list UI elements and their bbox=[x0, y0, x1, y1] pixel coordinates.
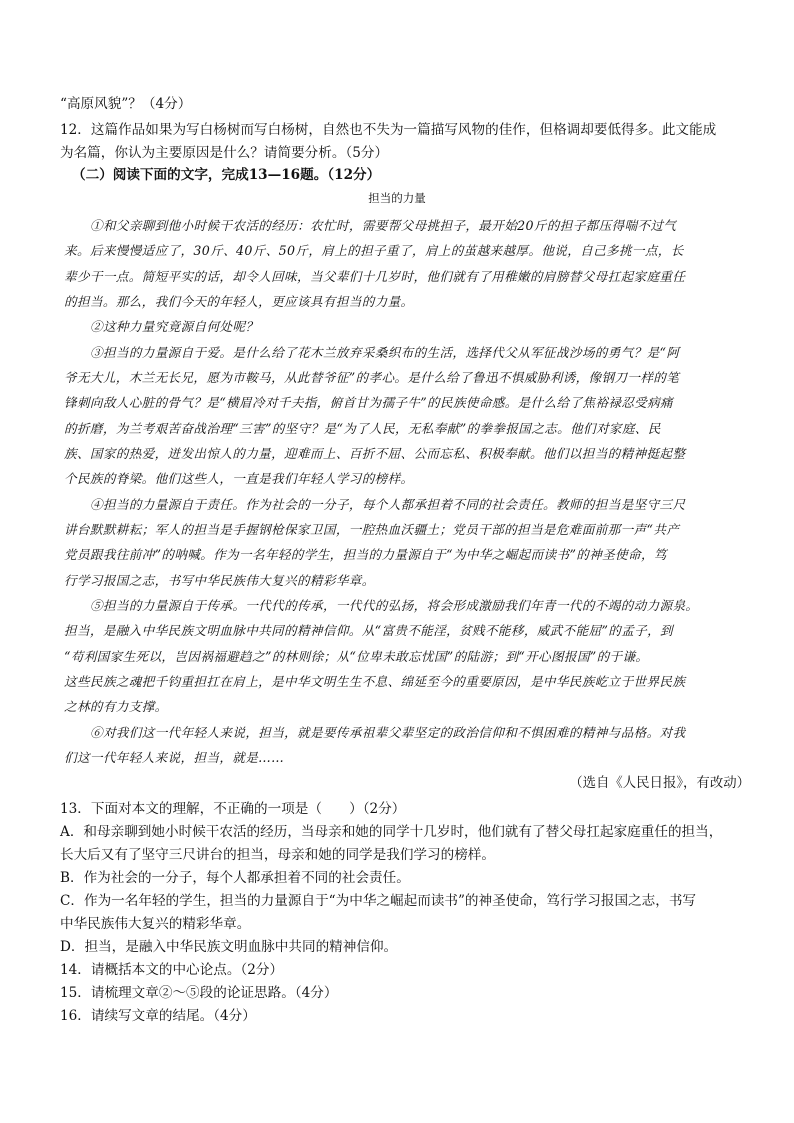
paragraph-4-line: ④担当的力量源自于责任。作为社会的一分子，每个人都承担着不同的社会责任。教师的担当是坚守三尺 bbox=[90, 497, 686, 512]
paragraph-5-line: “苟利国家生死以，岂因祸福避趋之”的林则徐；从“位卑未敢忘忧国”的陆游；到“开心图报国”的于谦。 bbox=[64, 649, 649, 664]
question-13-stem: 13．下面对本文的理解，不正确的一项是（ ）（2分） bbox=[60, 801, 406, 817]
article-source: （选自《人民日报》，有改动） bbox=[569, 776, 750, 791]
paragraph-4-line: 讲台默默耕耘；军人的担当是手握钢枪保家卫国，一腔热血沃疆土；党员干部的担当是危难面前那一声“共产 bbox=[64, 522, 680, 537]
paragraph-3-line: 族、国家的热爱，迸发出惊人的力量，迎难而上、百折不屈、公而忘私、积极奉献。他们以担当的精神挺起整 bbox=[64, 446, 686, 461]
question-13-option-a-cont: 长大后又有了坚守三尺讲台的担当，母亲和她的同学是我们学习的榜样。 bbox=[60, 847, 495, 863]
paragraph-3-line: 爷无大儿，木兰无长兄，愿为市鞍马，从此替爷征”的孝心。是什么给了鲁迅不惧威胁利诱，像钢刀一样的笔 bbox=[64, 370, 680, 385]
paragraph-6-line: ⑥对我们这一代年轻人来说，担当，就是要传承祖辈父辈坚定的政治信仰和不惧困难的精神与品格。对我 bbox=[90, 725, 686, 740]
paragraph-3-line: 个民族的脊梁。他们这些人，一直是我们年轻人学习的榜样。 bbox=[64, 471, 414, 486]
question-13-option-d: D．担当，是融入中华民族文明血脉中共同的精神信仰。 bbox=[60, 939, 398, 955]
question-14: 14．请概括本文的中心论点。（2分） bbox=[60, 962, 284, 978]
question-15: 15．请梳理文章②～⑤段的论证思路。（4分） bbox=[60, 985, 338, 1001]
paragraph-4-line: 行学习报国之志，书写中华民族伟大复兴的精彩华章。 bbox=[64, 573, 375, 588]
paragraph-5-line: 这些民族之魂把千钧重担扛在肩上，是中华文明生生不息、绵延至今的重要原因，是中华民族屹立于世界民族 bbox=[64, 674, 686, 689]
question-13-option-c: C．作为一名年轻的学生，担当的力量源自于“为中华之崛起而读书”的神圣使命，笃行学习报国之志，书写 bbox=[60, 893, 697, 909]
section-heading: （二）阅读下面的文字，完成13—16题。（12分） bbox=[72, 167, 381, 183]
paragraph-5-line: ⑤担当的力量源自于传承。一代代的传承，一代代的弘扬，将会形成激励我们年青一代的不竭的动力源泉。 bbox=[90, 598, 699, 613]
paragraph-3-line: ③担当的力量源自于爱。是什么给了花木兰放弃采桑织布的生活，选择代父从军征战沙场的勇气？是“阿 bbox=[90, 345, 680, 360]
paragraph-1-line: 的担当。那么，我们今天的年轻人，更应该具有担当的力量。 bbox=[64, 294, 414, 309]
paragraph-3-line: 的折磨，为兰考艰苦奋战治理“三害”的坚守？是“为了人民，无私奉献”的拳拳报国之志。他们对家庭、民 bbox=[64, 421, 661, 436]
question-12-line-1: 12．这篇作品如果为写白杨树而写白杨树，自然也不失为一篇描写风物的佳作，但格调却要低得多。此文能成 bbox=[60, 122, 717, 138]
paragraph-3-line: 锋刺向敌人心脏的骨气？是“横眉冷对千夫指，俯首甘为孺子牛”的民族使命感。是什么给了焦裕禄忍受病痛 bbox=[64, 395, 673, 410]
paragraph-4-line: 党员跟我往前冲”的呐喊。作为一名年轻的学生，担当的力量源自于“为中华之崛起而读书”的神圣使命，笃 bbox=[64, 547, 667, 562]
question-11-tail: “高原风貌”？（4分） bbox=[60, 96, 192, 112]
paragraph-1-line: 来。后来慢慢适应了，30斤、40斤、50斤，肩上的担子重了，肩上的茧越来越厚。他说，自己多挑一点，长 bbox=[64, 243, 684, 258]
paragraph-1-line: 辈少干一点。简短平实的话，却令人回味，当父辈们十几岁时，他们就有了用稚嫩的肩膀替父母扛起家庭重任 bbox=[64, 269, 686, 284]
paragraph-1-line: ①和父亲聊到他小时候干农活的经历：农忙时，需要帮父母挑担子，最开始20斤的担子都压得喘不过气 bbox=[90, 218, 677, 233]
question-13-option-c-cont: 中华民族伟大复兴的精彩华章。 bbox=[60, 916, 251, 932]
question-16: 16．请续写文章的结尾。（4分） bbox=[60, 1008, 256, 1024]
paragraph-2-line: ②这种力量究竟源自何处呢？ bbox=[90, 319, 259, 334]
paragraph-5-line: 担当，是融入中华民族文明血脉中共同的精神信仰。从“富贵不能淫，贫贱不能移，威武不能屈”的孟子，到 bbox=[64, 623, 673, 638]
question-12-line-2: 为名篇，你认为主要原因是什么？请简要分析。（5分） bbox=[60, 145, 389, 161]
article-title: 担当的力量 bbox=[368, 191, 426, 205]
paragraph-5-line: 之林的有力支撑。 bbox=[64, 699, 168, 714]
paragraph-6-line: 们这一代年轻人来说，担当，就是…… bbox=[64, 750, 285, 765]
question-13-option-a: A．和母亲聊到她小时候干农活的经历，当母亲和她的同学十几岁时，他们就有了替父母扛起家庭重任的担当， bbox=[60, 824, 723, 840]
question-13-option-b: B．作为社会的一分子，每个人都承担着不同的社会责任。 bbox=[60, 870, 410, 886]
